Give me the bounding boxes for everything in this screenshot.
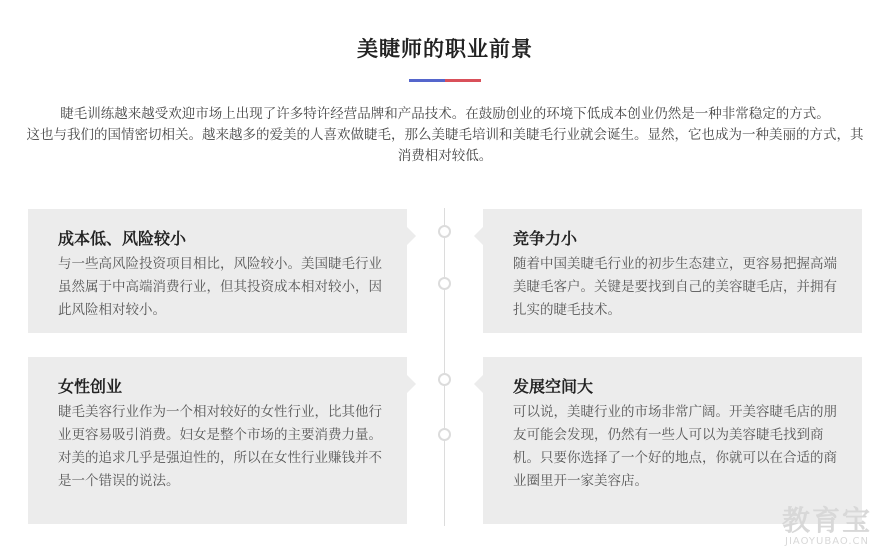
card-title: 女性创业 [58,377,123,396]
title-underline-blue [409,79,445,82]
watermark-cn: 教育宝 [781,504,872,537]
intro-text [20,104,870,167]
card-low-cost [28,209,407,333]
watermark-logo [782,506,872,547]
timeline-line [444,208,445,526]
card-body: 随着中国美睫毛行业的初步生态建立，更容易把握高端美睫毛客户。关键是要找到自己的美容睫毛店，并拥有扎实的睫毛技术。 [513,256,837,318]
card-competition [483,209,862,333]
timeline-dot [438,373,451,386]
page-title: 美睫师的职业前景 [357,37,533,61]
card-title: 成本低、风险较小 [58,229,187,248]
watermark-en: JIAOYUBAO.CN [785,536,869,547]
card-title: 发展空间大 [513,377,594,396]
timeline-dot [438,277,451,290]
card-title: 竞争力小 [513,229,578,248]
intro-paragraph-2: 这也与我们的国情密切相关。越来越多的爱美的人喜欢做睫毛，那么美睫毛培训和美睫毛行业就会诞生。显然，它也成为一种美丽的方式，其消费相对较低。 [26,127,864,164]
title-underline-red [445,79,481,82]
card-development-space [483,357,862,524]
card-female-entrepreneurship [28,357,407,524]
card-body: 与一些高风险投资项目相比，风险较小。美国睫毛行业虽然属于中高端消费行业，但其投资成本相对较小，因此风险相对较小。 [58,256,382,318]
timeline-dot [438,225,451,238]
intro-paragraph-1: 睫毛训练越来越受欢迎市场上出现了许多特许经营品牌和产品技术。在鼓励创业的环境下低成本创业仍然是一种非常稳定的方式。 [60,106,830,122]
timeline-dot [438,428,451,441]
card-body: 可以说，美睫行业的市场非常广阔。开美容睫毛店的朋友可能会发现，仍然有一些人可以为美容睫毛找到商机。只要你选择了一个好的地点，你就可以在合适的商业圈里开一家美容店。 [513,404,837,489]
card-body: 睫毛美容行业作为一个相对较好的女性行业，比其他行业更容易吸引消费。妇女是整个市场的主要消费力量。对美的追求几乎是强迫性的，所以在女性行业赚钱并不是一个错误的说法。 [58,404,382,489]
